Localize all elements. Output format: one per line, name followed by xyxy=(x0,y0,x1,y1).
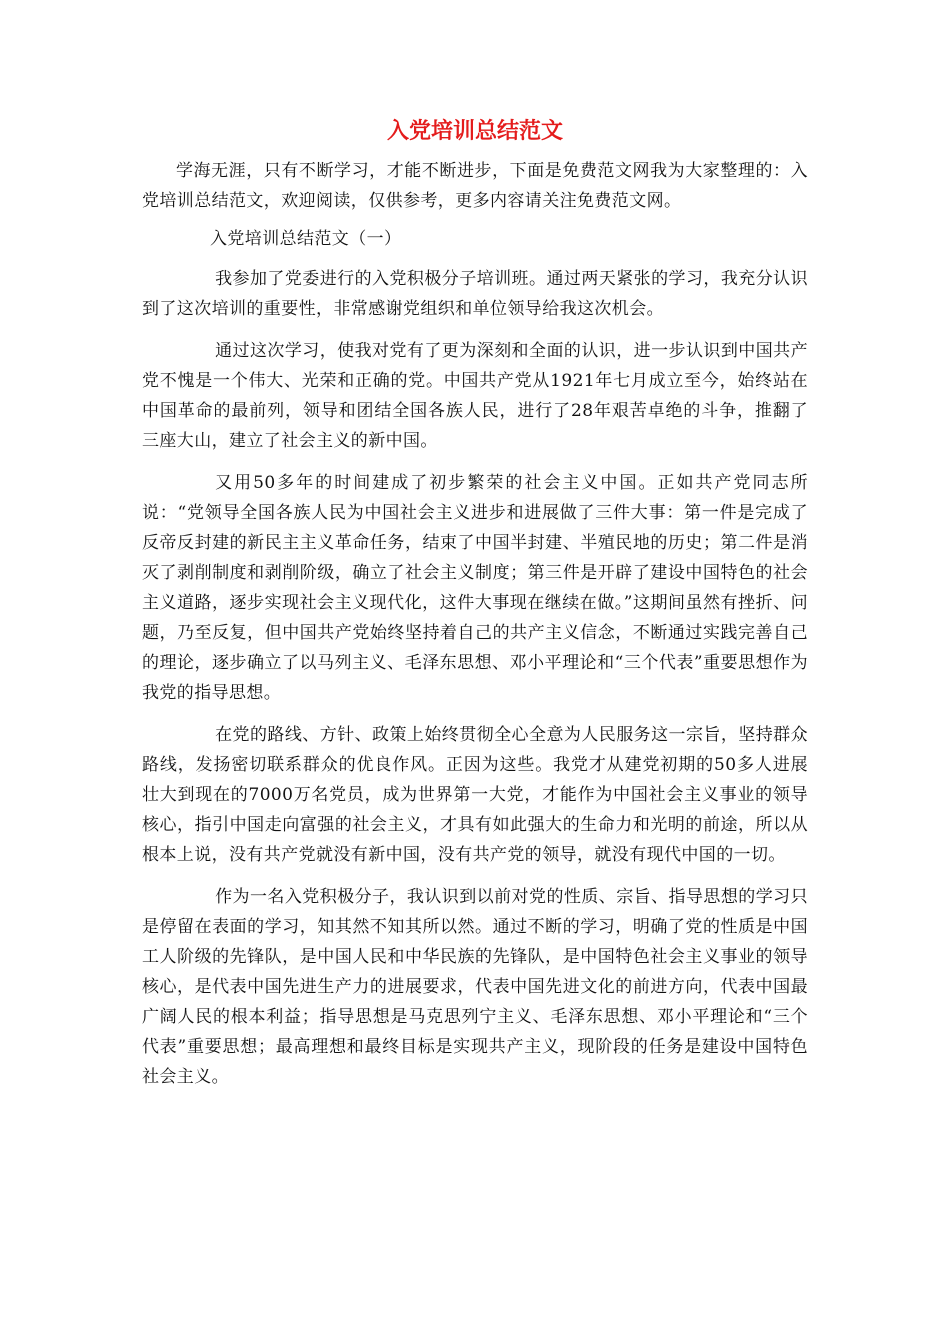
body-paragraph-1: 我参加了党委进行的入党积极分子培训班。通过两天紧张的学习，我充分认识到了这次培训的重要性，非常感谢党组织和单位领导给我这次机会。 xyxy=(142,269,808,319)
body-paragraph-5: 作为一名入党积极分子，我认识到以前对党的性质、宗旨、指导思想的学习只是停留在表面的学习，知其然不知其所以然。通过不断的学习，明确了党的性质是中国工人阶级的先锋队，是中国人民和中华民族的先锋队，是中国特色社会主义事业的领导核心，是代表中国先进生产力的进展要求，代表中国先进文化的前进方向，代表中国最广阔人民的根本利益；指导思想是马克思列宁主义、毛泽东思想、邓小平理论和“三个代表”重要思想；最高理想和最终目标是实现共产主义，现阶段的任务是建设中国特色社会主义。 xyxy=(142,887,808,1087)
document-body xyxy=(142,156,808,1104)
body-paragraph-3: 又用50多年的时间建成了初步繁荣的社会主义中国。正如共产党同志所说：“党领导全国各族人民为中国社会主义进步和进展做了三件大事：第一件是完成了反帝反封建的新民主主义革命任务，结束了中国半封建、半殖民地的历史；第二件是消灭了剥削制度和剥削阶级，确立了社会主义制度；第三件是开辟了建设中国特色的社会主义道路，逐步实现社会主义现代化，这件大事现在继续在做。”这期间虽然有挫折、问题，乃至反复，但中国共产党始终坚持着自己的共产主义信念，不断通过实践完善自己的理论，逐步确立了以马列主义、毛泽东思想、邓小平理论和“三个代表”重要思想作为我党的指导思想。 xyxy=(142,473,808,703)
section-heading: 入党培训总结范文（一） xyxy=(210,229,402,249)
body-paragraph-4: 在党的路线、方针、政策上始终贯彻全心全意为人民服务这一宗旨，坚持群众路线，发扬密切联系群众的优良作风。正因为这些。我党才从建党初期的50多人进展壮大到现在的7000万名党员，成为世界第一大党，才能作为中国社会主义事业的领导核心，指引中国走向富强的社会主义，才具有如此强大的生命力和光明的前途，所以从根本上说，没有共产党就没有新中国，没有共产党的领导，就没有现代中国的一切。 xyxy=(142,725,808,865)
intro-paragraph: 学海无涯，只有不断学习，才能不断进步，下面是免费范文网我为大家整理的：入党培训总结范文，欢迎阅读，仅供参考，更多内容请关注免费范文网。 xyxy=(142,161,808,211)
document-title: 入党培训总结范文 xyxy=(386,119,563,144)
body-paragraph-2: 通过这次学习，使我对党有了更为深刻和全面的认识，进一步认识到中国共产党不愧是一个伟大、光荣和正确的党。中国共产党从1921年七月成立至今，始终站在中国革命的最前列，领导和团结全国各族人民，进行了28年艰苦卓绝的斗争，推翻了三座大山，建立了社会主义的新中国。 xyxy=(142,341,808,451)
